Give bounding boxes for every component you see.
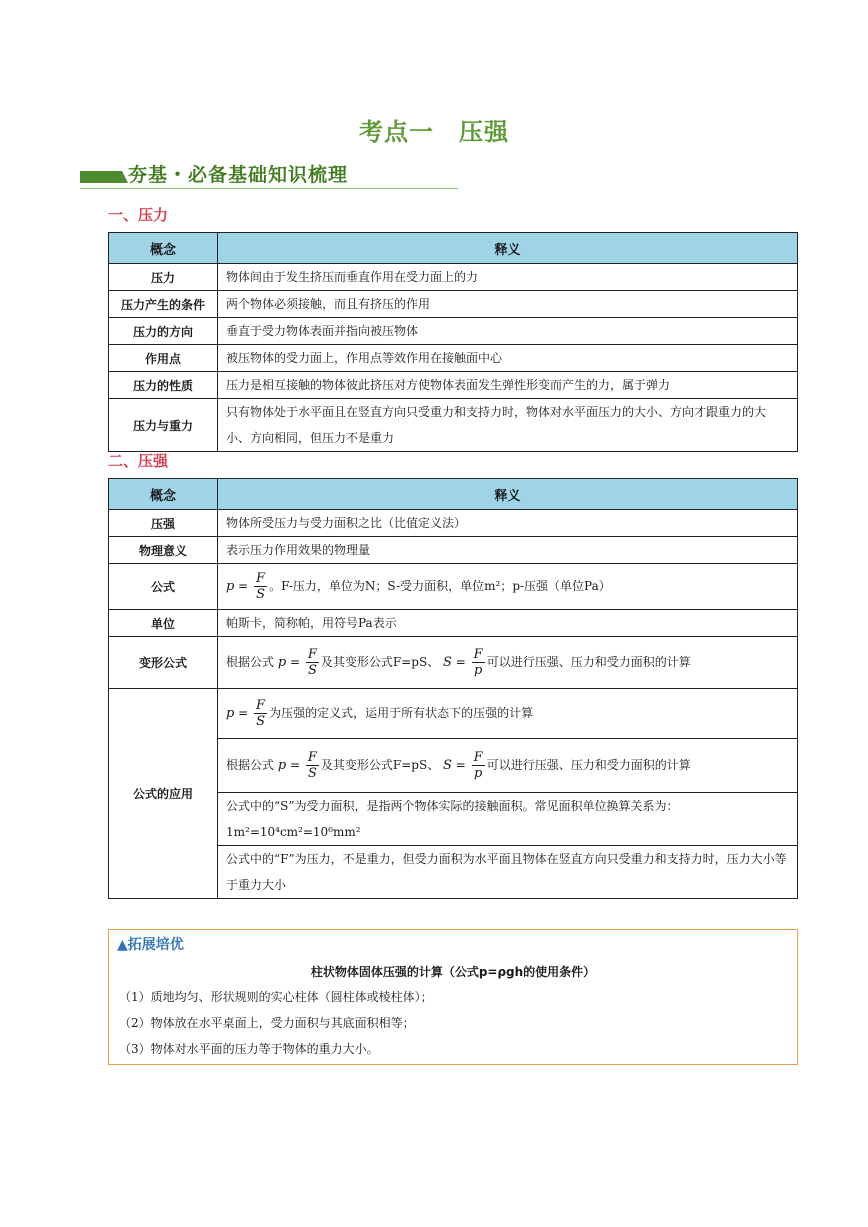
- formula-eq: =: [455, 758, 466, 772]
- meaning-cell: 物体间由于发生挤压而垂直作用在受力面上的力: [218, 264, 798, 291]
- table-row: [109, 291, 798, 318]
- extension-subtitle: 柱状物体固体压强的计算（公式p=ρgh的使用条件）: [310, 965, 596, 979]
- header-meaning: 释义: [218, 479, 798, 510]
- table-header-row: [109, 479, 798, 510]
- table-header-row: [109, 233, 798, 264]
- extension-heading: ▲拓展培优: [117, 937, 184, 953]
- meaning-cell: 表示压力作用效果的物理量: [218, 537, 798, 564]
- fraction-denominator: p: [474, 766, 483, 781]
- formula-eq: =: [290, 655, 301, 669]
- meaning-cell: [218, 564, 798, 610]
- application-pre: 根据公式: [226, 758, 275, 772]
- meaning-cell: 物体所受压力与受力面积之比（比值定义法）: [218, 510, 798, 537]
- fraction-numerator: F: [307, 750, 317, 765]
- variant-pre: 根据公式: [226, 655, 275, 669]
- table-row: [109, 537, 798, 564]
- concept-cell: 作用点: [109, 345, 218, 372]
- concept-cell: 压力与重力: [109, 399, 218, 452]
- concept-cell: 压力的性质: [109, 372, 218, 399]
- table-row: [109, 689, 798, 739]
- page-title: 考点一 压强: [359, 118, 509, 146]
- table-row: [109, 610, 798, 637]
- fraction-denominator: S: [256, 587, 266, 602]
- list-item: （1）质地均匀、形状规则的实心柱体（圆柱体或棱柱体）；: [119, 990, 433, 1004]
- fraction-denominator: p: [474, 663, 483, 678]
- list-item: （2）物体放在水平桌面上，受力面积与其底面积相等；: [119, 1016, 415, 1030]
- table-row: [109, 564, 798, 610]
- variant-post: 可以进行压强、压力和受力面积的计算: [486, 655, 691, 669]
- meaning-cell: 被压物体的受力面上，作用点等效作用在接触面中心: [218, 345, 798, 372]
- formula-s: S: [443, 758, 452, 773]
- meaning-cell: 垂直于受力物体表面并指向被压物体: [218, 318, 798, 345]
- list-item: （3）物体对水平面的压力等于物体的重力大小。: [119, 1042, 379, 1056]
- meaning-cell: 两个物体必须接触，而且有挤压的作用: [218, 291, 798, 318]
- pressure-force-table: [108, 232, 798, 452]
- concept-cell: 公式: [109, 564, 218, 610]
- concept-cell: 压力: [109, 264, 218, 291]
- formula-s: S: [443, 655, 452, 670]
- meaning-cell: [218, 739, 798, 793]
- header-concept: 概念: [109, 233, 218, 264]
- meaning-cell: [218, 637, 798, 689]
- fraction-numerator: F: [256, 571, 266, 586]
- table-row: [109, 264, 798, 291]
- concept-cell: 变形公式: [109, 637, 218, 689]
- formula-fraction: [306, 750, 319, 781]
- meaning-cell: 公式中的“F”为压力，不是重力，但受力面积为水平面且物体在竖直方向只受重力和支持力时，压力大小等于重力大小: [218, 846, 798, 899]
- concept-cell: 物理意义: [109, 537, 218, 564]
- table-row: [109, 399, 798, 452]
- table-row: [109, 637, 798, 689]
- concept-cell: 公式的应用: [109, 689, 218, 899]
- meaning-cell: [218, 689, 798, 739]
- section-banner: [80, 160, 458, 190]
- meaning-cell: 压力是相互接触的物体彼此挤压对方使物体表面发生弹性形变而产生的力，属于弹力: [218, 372, 798, 399]
- formula-p: p: [277, 758, 287, 773]
- meaning-cell: 只有物体处于水平面且在竖直方向只受重力和支持力时，物体对水平面压力的大小、方向才跟重力的大小、方向相同，但压力不是重力: [218, 399, 798, 452]
- pressure-table: [108, 478, 798, 899]
- formula-eq: =: [238, 579, 249, 593]
- header-meaning: 释义: [218, 233, 798, 264]
- fraction-numerator: F: [307, 647, 317, 662]
- formula-description: 。F-压力，单位为N；S-受力面积，单位m²；p-压强（单位Pa）: [269, 579, 611, 593]
- formula-fraction: [254, 698, 267, 729]
- banner-title: 夯基・必备基础知识梳理: [128, 164, 349, 186]
- banner-underline: [80, 188, 458, 189]
- fraction-numerator: F: [473, 750, 483, 765]
- application-mid: 及其变形公式F=pS、: [320, 758, 440, 772]
- formula-fraction: [472, 647, 485, 678]
- header-concept: 概念: [109, 479, 218, 510]
- concept-cell: 压强: [109, 510, 218, 537]
- formula-fraction: [472, 750, 485, 781]
- formula-p: p: [226, 579, 235, 594]
- table-row: [109, 510, 798, 537]
- formula-p: p: [277, 655, 287, 670]
- fraction-denominator: S: [307, 663, 317, 678]
- fraction-numerator: F: [473, 647, 483, 662]
- table-row: [109, 345, 798, 372]
- formula-eq: =: [238, 706, 249, 720]
- extension-box: [108, 929, 798, 1065]
- fraction-numerator: F: [256, 698, 266, 713]
- concept-cell: 压力的方向: [109, 318, 218, 345]
- fraction-denominator: S: [307, 766, 317, 781]
- variant-mid: 及其变形公式F=pS、: [320, 655, 440, 669]
- table-row: [109, 318, 798, 345]
- formula-eq: =: [290, 758, 301, 772]
- banner-bar-icon: [80, 171, 122, 183]
- application-text: 为压强的定义式，运用于所有状态下的压强的计算: [269, 706, 534, 720]
- formula-fraction: [306, 647, 319, 678]
- section-heading-pressure: 二、压强: [108, 452, 169, 470]
- application-area-conversion: 1m²=10⁴cm²=10⁶mm²: [226, 825, 361, 839]
- formula-eq: =: [455, 655, 466, 669]
- fraction-denominator: S: [256, 714, 266, 729]
- application-area-note: 公式中的“S”为受力面积，是指两个物体实际的接触面积。常见面积单位换算关系为：: [226, 799, 679, 813]
- application-post: 可以进行压强、压力和受力面积的计算: [486, 758, 691, 772]
- section-heading-pressure-force: 一、压力: [108, 206, 169, 224]
- formula-p: p: [226, 706, 235, 721]
- meaning-cell: 帕斯卡，简称帕，用符号Pa表示: [218, 610, 798, 637]
- table-row: [109, 372, 798, 399]
- concept-cell: 压力产生的条件: [109, 291, 218, 318]
- concept-cell: 单位: [109, 610, 218, 637]
- meaning-cell: [218, 793, 798, 846]
- formula-fraction: [254, 571, 267, 602]
